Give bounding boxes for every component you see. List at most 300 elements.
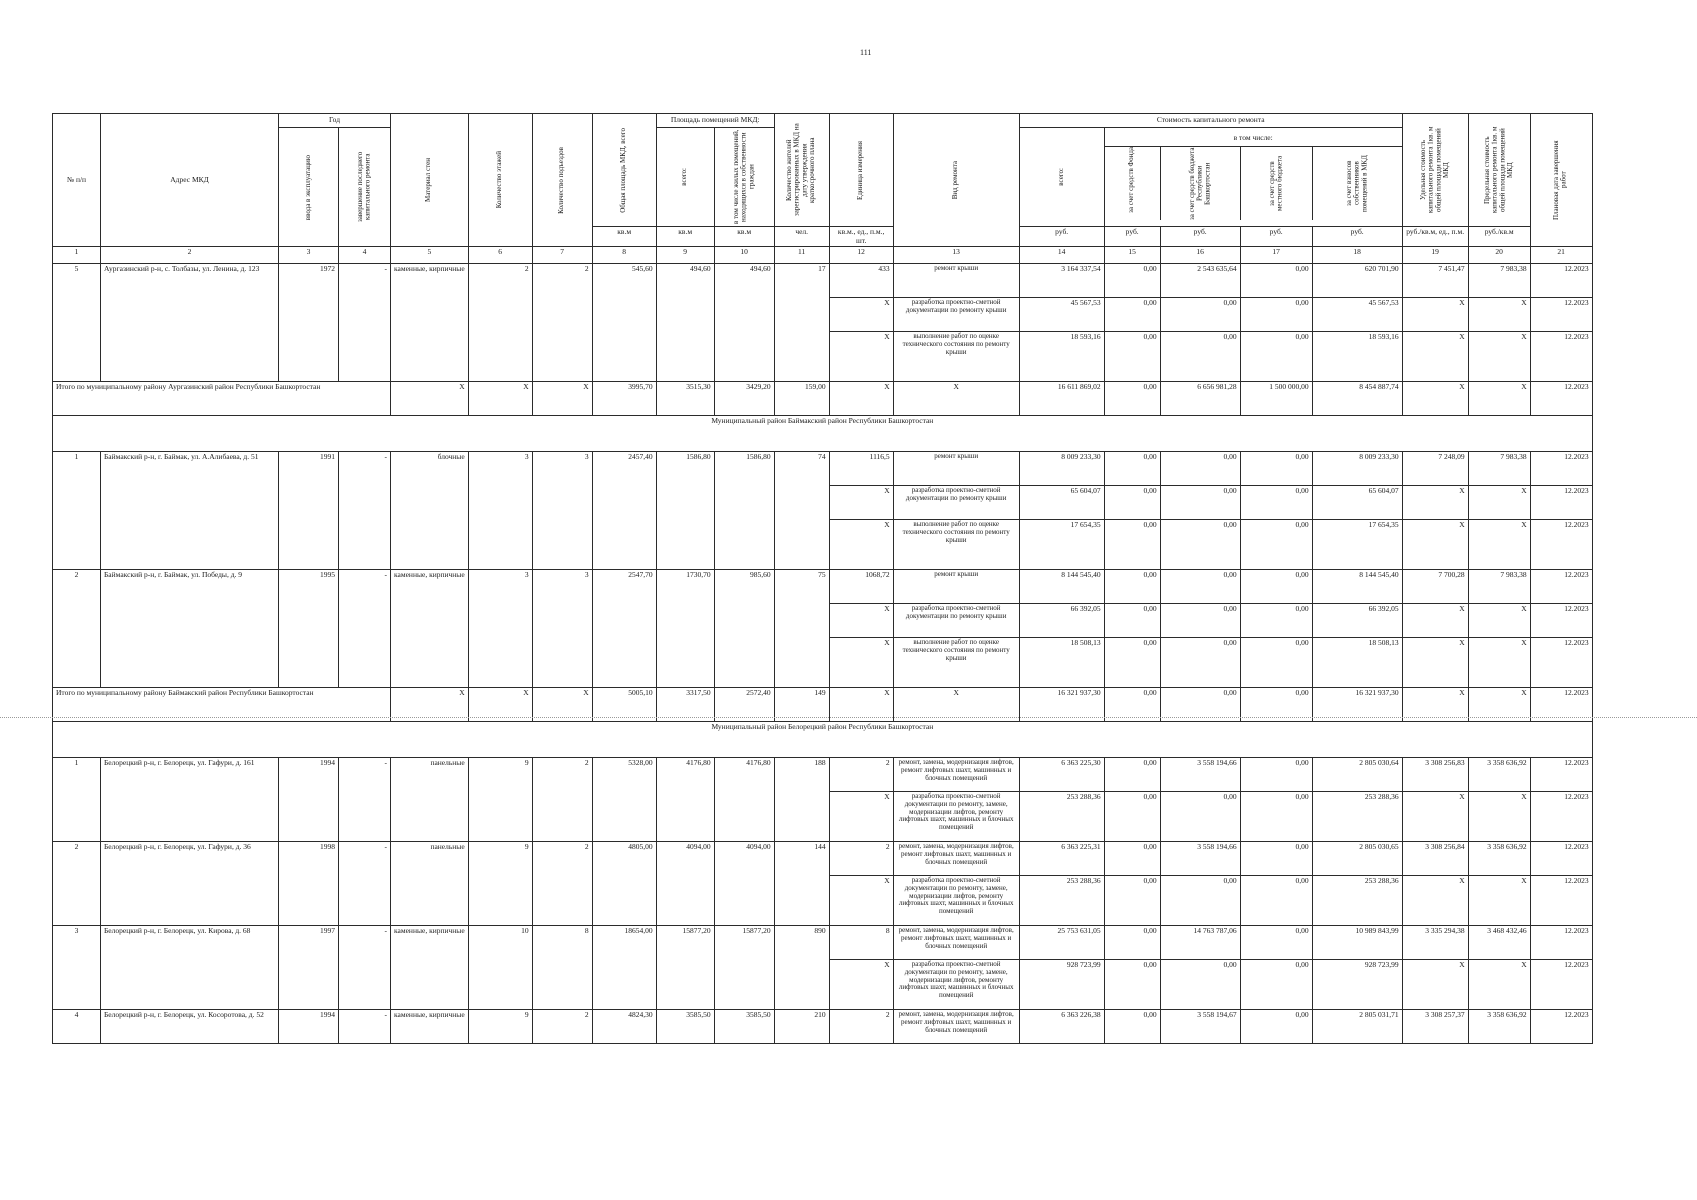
cell-cost-local: 0,00 <box>1240 876 1312 926</box>
unit-max-cost: руб./кв.м <box>1468 227 1530 247</box>
cell-cost-owners: 2 805 030,64 <box>1312 758 1402 792</box>
cell-floors: 3 <box>468 452 532 570</box>
cell-max-cost: X <box>1468 382 1530 416</box>
cell-cost-local: 0,00 <box>1240 758 1312 792</box>
cell-max-cost: 7 983,38 <box>1468 264 1530 298</box>
cell-max-cost: X <box>1468 604 1530 638</box>
cell-cost-local: 0,00 <box>1240 960 1312 1010</box>
cell-no: 5 <box>53 264 101 382</box>
cell-cost-republic: 0,00 <box>1160 298 1240 332</box>
cell-unit-cost: X <box>1402 520 1468 570</box>
cell-premises-total: 3317,50 <box>656 688 714 722</box>
cell-total-label: Итого по муниципальному району Баймакский район Республики Башкортостан <box>53 688 391 722</box>
cell-residents: 210 <box>774 1010 829 1044</box>
column-number: 20 <box>1468 247 1530 264</box>
cell-year-last-repair: - <box>339 926 391 1010</box>
cell-floors: 3 <box>468 570 532 688</box>
cell-year-commission: 1995 <box>279 570 339 688</box>
cell-max-cost: 3 358 636,92 <box>1468 758 1530 792</box>
cell-premises-private: 4176,80 <box>714 758 774 842</box>
cell-cost-fund: 0,00 <box>1104 332 1160 382</box>
column-number: 6 <box>468 247 532 264</box>
header-entrances: Количество подъездов <box>532 114 592 247</box>
cell-cost-fund: 0,00 <box>1104 876 1160 926</box>
cell-unit-cost: X <box>1402 604 1468 638</box>
cell-premises-total: 4176,80 <box>656 758 714 842</box>
cell-work-type: разработка проектно-сметной документации по ремонту крыши <box>893 486 1019 520</box>
cell-wall-material: каменные, кирпичные <box>391 926 469 1010</box>
cell-deadline: 12.2023 <box>1530 960 1592 1010</box>
header-unit: Единица измерения <box>829 114 893 227</box>
header-cost-group: Стоимость капитального ремонта <box>1019 114 1402 128</box>
cell-unit: 433 <box>829 264 893 298</box>
cell-max-cost: X <box>1468 876 1530 926</box>
cell-cost-owners: 2 805 031,71 <box>1312 1010 1402 1044</box>
cell-total-area: 4805,00 <box>592 842 656 926</box>
cell-unit-cost: 7 700,28 <box>1402 570 1468 604</box>
cell-unit-cost: 3 335 294,38 <box>1402 926 1468 960</box>
header-cost-owners: за счет взносов собственников помещений в МКД <box>1344 155 1369 212</box>
table-row <box>53 1010 1593 1044</box>
cell-entrances: 2 <box>532 842 592 926</box>
cell-cost-local: 0,00 <box>1240 452 1312 486</box>
cell-no: 3 <box>53 926 101 1010</box>
cell-premises-total: 1586,80 <box>656 452 714 570</box>
cell-cost-owners: 8 144 545,40 <box>1312 570 1402 604</box>
cell-unit-cost: X <box>1402 332 1468 382</box>
cell-unit-cost: 7 451,47 <box>1402 264 1468 298</box>
cell-year-commission: 1972 <box>279 264 339 382</box>
repair-register-sheet <box>52 113 1593 1044</box>
cell-cost-total: 928 723,99 <box>1019 960 1104 1010</box>
cell-work-type: разработка проектно-сметной документации по ремонту крыши <box>893 298 1019 332</box>
cell-unit-cost: X <box>1402 638 1468 688</box>
cell-entrances: 2 <box>532 264 592 382</box>
cell-cost-republic: 0,00 <box>1160 570 1240 604</box>
cell-cost-republic: 3 558 194,66 <box>1160 758 1240 792</box>
column-number: 17 <box>1240 247 1312 264</box>
page-number: 111 <box>860 48 872 57</box>
cell-unit-cost: 3 308 257,37 <box>1402 1010 1468 1044</box>
cell-work-type: ремонт крыши <box>893 570 1019 604</box>
cell-cost-republic: 3 558 194,66 <box>1160 842 1240 876</box>
cell-cost-fund: 0,00 <box>1104 926 1160 960</box>
cell-cost-fund: 0,00 <box>1104 298 1160 332</box>
header-wall-material: Материал стен <box>391 114 469 247</box>
cell-unit: X <box>829 792 893 842</box>
cell-cost-republic: 2 543 635,64 <box>1160 264 1240 298</box>
cell-unit: X <box>829 876 893 926</box>
cell-cost-fund: 0,00 <box>1104 758 1160 792</box>
header-cost-incl: в том числе: <box>1105 134 1402 147</box>
cell-deadline: 12.2023 <box>1530 486 1592 520</box>
cell-wall-material: панельные <box>391 758 469 842</box>
header-cost-fund: за счет средств Фонда <box>1105 147 1161 220</box>
column-number: 5 <box>391 247 469 264</box>
cell-entrances: 3 <box>532 452 592 570</box>
cell-residents: 890 <box>774 926 829 1010</box>
cell-cost-owners: 17 654,35 <box>1312 520 1402 570</box>
cell-unit: 8 <box>829 926 893 960</box>
table-header <box>53 114 1593 264</box>
cell-address: Белорецкий р-н, г. Белорецк, ул. Гафури, д. 36 <box>101 842 279 926</box>
section-title: Муниципальный район Баймакский район Республики Башкортостан <box>53 416 1593 452</box>
cell-unit-cost: X <box>1402 876 1468 926</box>
cell-residents: 144 <box>774 842 829 926</box>
cell-cost-republic: 0,00 <box>1160 520 1240 570</box>
cell-entrances: 8 <box>532 926 592 1010</box>
column-number-row <box>53 247 1593 264</box>
table-row <box>53 758 1593 792</box>
cell-cost-total: 18 508,13 <box>1019 638 1104 688</box>
cell-max-cost: X <box>1468 298 1530 332</box>
cell-residents: 188 <box>774 758 829 842</box>
cell-cost-local: 0,00 <box>1240 604 1312 638</box>
cell-cost-total: 3 164 337,54 <box>1019 264 1104 298</box>
cell-floors: 9 <box>468 758 532 842</box>
unit-cost-local: руб. <box>1240 227 1312 247</box>
column-number: 14 <box>1019 247 1104 264</box>
column-number: 4 <box>339 247 391 264</box>
cell-cost-fund: 0,00 <box>1104 638 1160 688</box>
cell-cost-fund: 0,00 <box>1104 960 1160 1010</box>
cell-wall-material: блочные <box>391 452 469 570</box>
cell-cost-total: 66 392,05 <box>1019 604 1104 638</box>
table-row <box>53 570 1593 604</box>
cell-cost-republic: 0,00 <box>1160 688 1240 722</box>
cell-floors: X <box>468 382 532 416</box>
cell-wall-material: X <box>391 688 469 722</box>
cell-floors: 10 <box>468 926 532 1010</box>
header-address: Адрес МКД <box>101 114 279 247</box>
header-premises-private: в том числе жилых помещений, находящихся в собственности граждан <box>714 128 774 227</box>
cell-unit: X <box>829 520 893 570</box>
cell-premises-total: 3585,50 <box>656 1010 714 1044</box>
cell-work-type: ремонт, замена, модернизация лифтов, ремонт лифтовых шахт, машинных и блочных помещений <box>893 1010 1019 1044</box>
cell-premises-private: 985,60 <box>714 570 774 688</box>
cell-residents: 75 <box>774 570 829 688</box>
repair-register-table <box>52 113 1593 1044</box>
cell-entrances: 2 <box>532 758 592 842</box>
header-max-cost: Предельная стоимость капитального ремонта 1кв. м общей площади помещений МКД <box>1468 114 1530 227</box>
cell-deadline: 12.2023 <box>1530 792 1592 842</box>
cell-max-cost: 3 358 636,92 <box>1468 1010 1530 1044</box>
cell-deadline: 12.2023 <box>1530 332 1592 382</box>
cell-cost-republic: 0,00 <box>1160 638 1240 688</box>
cell-cost-local: 0,00 <box>1240 688 1312 722</box>
cell-work-type: ремонт, замена, модернизация лифтов, ремонт лифтовых шахт, машинных и блочных помещений <box>893 926 1019 960</box>
cell-cost-total: 253 288,36 <box>1019 792 1104 842</box>
cell-work-type: выполнение работ по оценке технического состояния по ремонту крыши <box>893 332 1019 382</box>
cell-cost-republic: 0,00 <box>1160 876 1240 926</box>
table-row <box>53 842 1593 876</box>
cell-unit: X <box>829 298 893 332</box>
cell-total-area: 545,60 <box>592 264 656 382</box>
cell-address: Белорецкий р-н, г. Белорецк, ул. Кирова, д. 68 <box>101 926 279 1010</box>
cell-no: 2 <box>53 842 101 926</box>
section-row <box>53 722 1593 758</box>
cell-floors: 9 <box>468 1010 532 1044</box>
cell-unit-cost: 3 308 256,83 <box>1402 758 1468 792</box>
cell-deadline: 12.2023 <box>1530 758 1592 792</box>
cell-work-type: разработка проектно-сметной документации по ремонту, замене, модернизации лифтов, ремонту лифтовых шахт, машинных и блочных помещений <box>893 792 1019 842</box>
cell-cost-fund: 0,00 <box>1104 264 1160 298</box>
cell-cost-local: 0,00 <box>1240 570 1312 604</box>
cell-cost-local: 0,00 <box>1240 332 1312 382</box>
cell-cost-owners: 253 288,36 <box>1312 876 1402 926</box>
total-row <box>53 382 1593 416</box>
cell-cost-local: 1 500 000,00 <box>1240 382 1312 416</box>
cell-work-type: разработка проектно-сметной документации по ремонту крыши <box>893 604 1019 638</box>
cell-deadline: 12.2023 <box>1530 926 1592 960</box>
column-number: 11 <box>774 247 829 264</box>
cell-cost-total: 8 144 545,40 <box>1019 570 1104 604</box>
cell-no: 2 <box>53 570 101 688</box>
cell-cost-owners: 8 009 233,30 <box>1312 452 1402 486</box>
cell-cost-total: 253 288,36 <box>1019 876 1104 926</box>
unit-premises-private: кв.м <box>714 227 774 247</box>
cell-unit-cost: X <box>1402 792 1468 842</box>
header-premises-group: Площадь помещений МКД: <box>656 114 774 128</box>
header-cost-local: за счет средств местного бюджета <box>1241 147 1313 220</box>
cell-cost-total: 6 363 225,30 <box>1019 758 1104 792</box>
cell-cost-republic: 0,00 <box>1160 486 1240 520</box>
cell-no: 1 <box>53 452 101 570</box>
cell-deadline: 12.2023 <box>1530 638 1592 688</box>
column-number: 21 <box>1530 247 1592 264</box>
cell-cost-total: 6 363 226,38 <box>1019 1010 1104 1044</box>
header-year-group: Год <box>279 114 391 128</box>
unit-cost-owners: руб. <box>1312 227 1402 247</box>
cell-deadline: 12.2023 <box>1530 452 1592 486</box>
cell-cost-total: 8 009 233,30 <box>1019 452 1104 486</box>
cell-cost-owners: 10 989 843,99 <box>1312 926 1402 960</box>
cell-work-type: ремонт крыши <box>893 264 1019 298</box>
cell-wall-material: панельные <box>391 842 469 926</box>
cell-unit: X <box>829 638 893 688</box>
cell-cost-local: 0,00 <box>1240 486 1312 520</box>
cell-work-type: X <box>893 382 1019 416</box>
cell-cost-republic: 3 558 194,67 <box>1160 1010 1240 1044</box>
cell-unit: X <box>829 382 893 416</box>
cell-cost-republic: 14 763 787,06 <box>1160 926 1240 960</box>
cell-deadline: 12.2023 <box>1530 520 1592 570</box>
cell-deadline: 12.2023 <box>1530 876 1592 926</box>
cell-cost-fund: 0,00 <box>1104 382 1160 416</box>
unit-unit-cost: руб./кв.м, ед., п.м. <box>1402 227 1468 247</box>
cell-cost-fund: 0,00 <box>1104 842 1160 876</box>
unit-cost-total: руб. <box>1019 227 1104 247</box>
column-number: 13 <box>893 247 1019 264</box>
cell-work-type: ремонт крыши <box>893 452 1019 486</box>
cell-cost-local: 0,00 <box>1240 926 1312 960</box>
cell-address: Белорецкий р-н, г. Белорецк, ул. Косоротова, д. 52 <box>101 1010 279 1044</box>
column-number: 19 <box>1402 247 1468 264</box>
cell-cost-owners: 8 454 887,74 <box>1312 382 1402 416</box>
cell-cost-fund: 0,00 <box>1104 570 1160 604</box>
cell-wall-material: X <box>391 382 469 416</box>
cell-cost-local: 0,00 <box>1240 638 1312 688</box>
unit-cost-republic: руб. <box>1160 227 1240 247</box>
cell-unit: 2 <box>829 758 893 792</box>
cell-work-type: выполнение работ по оценке технического состояния по ремонту крыши <box>893 638 1019 688</box>
cell-unit-cost: 3 308 256,84 <box>1402 842 1468 876</box>
cell-cost-owners: 2 805 030,65 <box>1312 842 1402 876</box>
cell-work-type: ремонт, замена, модернизация лифтов, ремонт лифтовых шахт, машинных и блочных помещений <box>893 842 1019 876</box>
cell-work-type: разработка проектно-сметной документации по ремонту, замене, модернизации лифтов, ремонту лифтовых шахт, машинных и блочных помещений <box>893 876 1019 926</box>
cell-year-last-repair: - <box>339 758 391 842</box>
cell-deadline: 12.2023 <box>1530 382 1592 416</box>
column-number: 2 <box>101 247 279 264</box>
cell-max-cost: X <box>1468 960 1530 1010</box>
cell-total-area: 18654,00 <box>592 926 656 1010</box>
cell-premises-total: 15877,20 <box>656 926 714 1010</box>
header-cost-total: всего: <box>1019 128 1104 227</box>
column-number: 8 <box>592 247 656 264</box>
cell-total-area: 5005,10 <box>592 688 656 722</box>
cell-cost-fund: 0,00 <box>1104 1010 1160 1044</box>
cell-cost-owners: 253 288,36 <box>1312 792 1402 842</box>
header-residents: Количество жителей зарегистрированных в МКД на дату утверждения краткосрочного плана <box>774 114 829 227</box>
cell-premises-private: 15877,20 <box>714 926 774 1010</box>
column-number: 7 <box>532 247 592 264</box>
cell-cost-total: 25 753 631,05 <box>1019 926 1104 960</box>
cell-max-cost: X <box>1468 688 1530 722</box>
cell-deadline: 12.2023 <box>1530 688 1592 722</box>
cell-cost-owners: 45 567,53 <box>1312 298 1402 332</box>
cell-residents: 74 <box>774 452 829 570</box>
cell-entrances: X <box>532 688 592 722</box>
cell-unit-cost: 7 248,09 <box>1402 452 1468 486</box>
cell-unit-cost: X <box>1402 486 1468 520</box>
cell-cost-total: 18 593,16 <box>1019 332 1104 382</box>
cell-address: Белорецкий р-н, г. Белорецк, ул. Гафури, д. 161 <box>101 758 279 842</box>
cell-year-last-repair: - <box>339 842 391 926</box>
cell-work-type: выполнение работ по оценке технического состояния по ремонту крыши <box>893 520 1019 570</box>
cell-cost-local: 0,00 <box>1240 520 1312 570</box>
cell-cost-owners: 66 392,05 <box>1312 604 1402 638</box>
cell-premises-private: 3429,20 <box>714 382 774 416</box>
header-premises-total: всего: <box>656 128 714 227</box>
cell-premises-total: 3515,30 <box>656 382 714 416</box>
cell-year-commission: 1994 <box>279 1010 339 1044</box>
cell-cost-owners: 620 701,90 <box>1312 264 1402 298</box>
cell-year-last-repair: - <box>339 570 391 688</box>
cell-address: Аургазинский р-н, с. Толбазы, ул. Ленина, д. 123 <box>101 264 279 382</box>
cell-unit: 2 <box>829 842 893 876</box>
cell-year-commission: 1991 <box>279 452 339 570</box>
header-total-area: Общая площадь МКД, всего <box>592 114 656 227</box>
cell-max-cost: X <box>1468 332 1530 382</box>
cell-unit: X <box>829 332 893 382</box>
cell-work-type: ремонт, замена, модернизация лифтов, ремонт лифтовых шахт, машинных и блочных помещений <box>893 758 1019 792</box>
cell-floors: 9 <box>468 842 532 926</box>
table-row <box>53 926 1593 960</box>
cell-deadline: 12.2023 <box>1530 298 1592 332</box>
header-deadline: Плановая дата завершения работ <box>1530 114 1592 247</box>
cell-year-commission: 1994 <box>279 758 339 842</box>
cell-max-cost: 7 983,38 <box>1468 452 1530 486</box>
cell-premises-private: 4094,00 <box>714 842 774 926</box>
column-number: 10 <box>714 247 774 264</box>
cell-work-type: разработка проектно-сметной документации по ремонту, замене, модернизации лифтов, ремонту лифтовых шахт, машинных и блочных помещений <box>893 960 1019 1010</box>
header-no: № п/п <box>53 114 101 247</box>
cell-unit: X <box>829 688 893 722</box>
cell-total-area: 2457,40 <box>592 452 656 570</box>
cell-wall-material: каменные, кирпичные <box>391 570 469 688</box>
cell-entrances: X <box>532 382 592 416</box>
cell-cost-total: 65 604,07 <box>1019 486 1104 520</box>
cell-cost-fund: 0,00 <box>1104 486 1160 520</box>
column-number: 1 <box>53 247 101 264</box>
column-number: 12 <box>829 247 893 264</box>
cell-cost-owners: 65 604,07 <box>1312 486 1402 520</box>
cell-unit-cost: X <box>1402 688 1468 722</box>
header-cost-republic: за счет средств бюджета Республики Башкортостан <box>1161 147 1241 220</box>
cell-cost-total: 45 567,53 <box>1019 298 1104 332</box>
unit-total-area: кв.м <box>592 227 656 247</box>
cell-wall-material: каменные, кирпичные <box>391 264 469 382</box>
cell-total-label: Итого по муниципальному району Аургазинский район Республики Башкортостан <box>53 382 391 416</box>
cell-deadline: 12.2023 <box>1530 264 1592 298</box>
unit-premises-total: кв.м <box>656 227 714 247</box>
column-number: 15 <box>1104 247 1160 264</box>
cell-unit: X <box>829 604 893 638</box>
cell-year-last-repair: - <box>339 452 391 570</box>
cell-floors: 2 <box>468 264 532 382</box>
cell-premises-private: 3585,50 <box>714 1010 774 1044</box>
cell-max-cost: 3 358 636,92 <box>1468 842 1530 876</box>
cell-year-commission: 1998 <box>279 842 339 926</box>
cell-premises-private: 2572,40 <box>714 688 774 722</box>
header-year-last-repair: завершение последнего капитального ремонта <box>339 128 391 247</box>
cell-address: Баймакский р-н, г. Баймак, ул. А.Алибаева, д. 51 <box>101 452 279 570</box>
cell-total-area: 5328,00 <box>592 758 656 842</box>
cell-cost-fund: 0,00 <box>1104 604 1160 638</box>
cell-deadline: 12.2023 <box>1530 570 1592 604</box>
cell-premises-total: 494,60 <box>656 264 714 382</box>
cell-cost-local: 0,00 <box>1240 842 1312 876</box>
cell-max-cost: 3 468 432,46 <box>1468 926 1530 960</box>
section-row <box>53 416 1593 452</box>
cell-no: 1 <box>53 758 101 842</box>
cell-cost-republic: 0,00 <box>1160 792 1240 842</box>
cell-max-cost: 7 983,38 <box>1468 570 1530 604</box>
cell-unit: 1068,72 <box>829 570 893 604</box>
unit-residents: чел. <box>774 227 829 247</box>
cell-unit-cost: X <box>1402 960 1468 1010</box>
cell-unit: X <box>829 960 893 1010</box>
column-number: 16 <box>1160 247 1240 264</box>
table-row <box>53 452 1593 486</box>
cell-year-last-repair: - <box>339 1010 391 1044</box>
cell-entrances: 3 <box>532 570 592 688</box>
cell-unit: 2 <box>829 1010 893 1044</box>
cell-max-cost: X <box>1468 638 1530 688</box>
cell-cost-republic: 0,00 <box>1160 960 1240 1010</box>
cell-premises-total: 1730,70 <box>656 570 714 688</box>
cell-address: Баймакский р-н, г. Баймак, ул. Победы, д. 9 <box>101 570 279 688</box>
column-number: 9 <box>656 247 714 264</box>
cell-year-commission: 1997 <box>279 926 339 1010</box>
cell-year-last-repair: - <box>339 264 391 382</box>
cell-cost-total: 17 654,35 <box>1019 520 1104 570</box>
cell-no: 4 <box>53 1010 101 1044</box>
cell-cost-owners: 16 321 937,30 <box>1312 688 1402 722</box>
cell-cost-owners: 18 508,13 <box>1312 638 1402 688</box>
column-number: 3 <box>279 247 339 264</box>
cell-deadline: 12.2023 <box>1530 842 1592 876</box>
